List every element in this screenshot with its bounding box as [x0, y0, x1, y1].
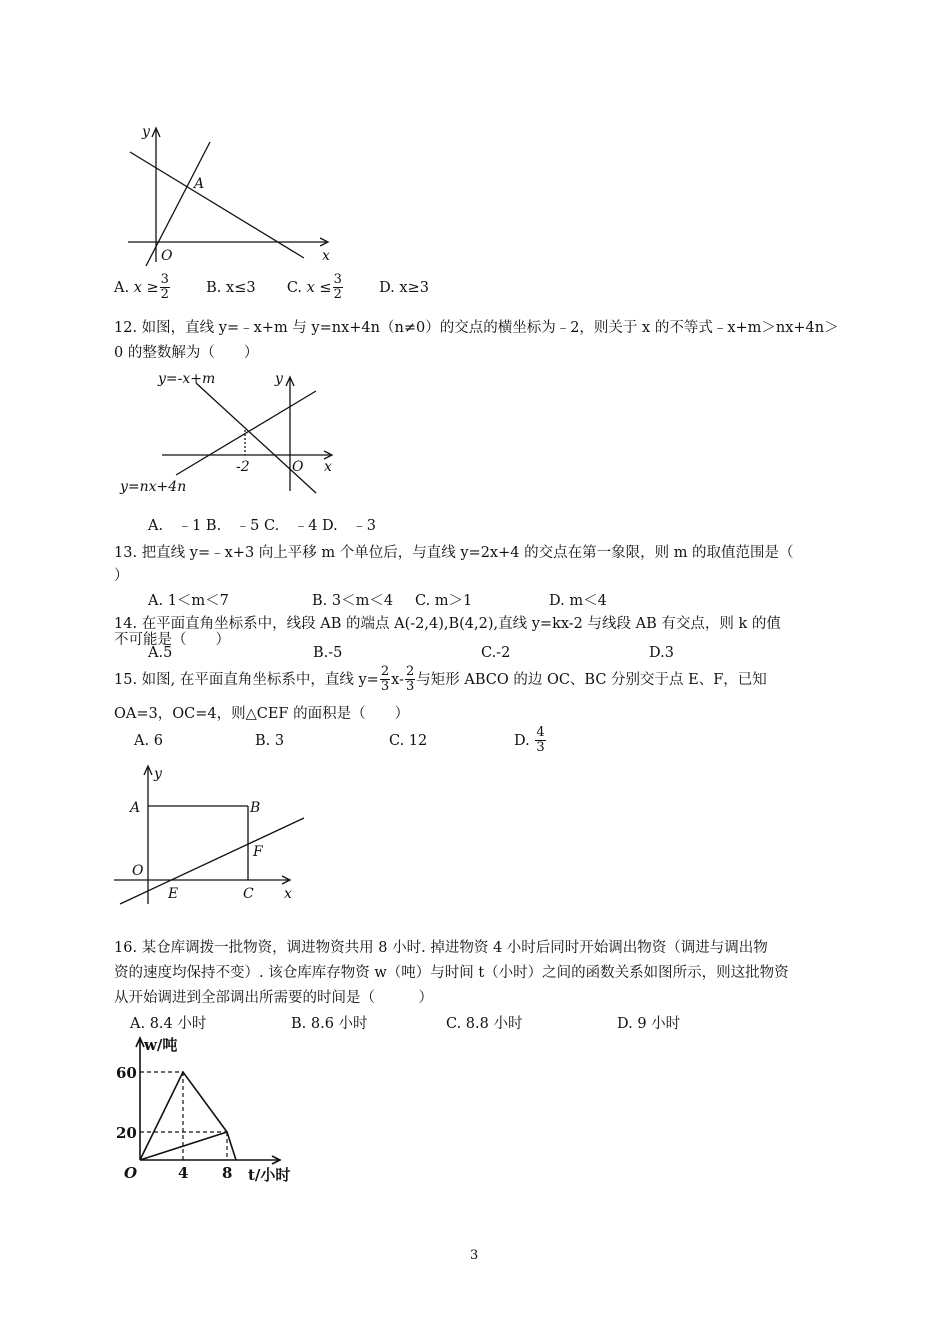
q15-option-c: C. 12 [389, 733, 428, 749]
tick-neg2: -2 [236, 459, 250, 475]
q11-a-prefix: A. [114, 279, 130, 296]
q12-text-line2: 0 的整数解为（ ） [114, 345, 259, 361]
q11-c-fraction: $\frac{3}{2}$ [333, 272, 342, 303]
q11-options [114, 273, 429, 303]
q15-option-d [514, 726, 547, 756]
q16-option-d: D. 9 小时 [617, 1016, 681, 1032]
q15-pre: 15. 如图, 在平面直角坐标系中，直线 y= [114, 671, 379, 688]
q11-b: B. x≤3 [206, 279, 256, 296]
q11-c-prefix: C. [286, 279, 302, 296]
point-c-label: C [243, 886, 254, 902]
page-number: 3 [470, 1248, 479, 1263]
x-axis-label: t/小时 [248, 1166, 291, 1184]
tick-20: 20 [116, 1124, 137, 1142]
q14-text-line1: 14. 在平面直角坐标系中，线段 AB 的端点 A(-2,4),B(4,2),直线 y=kx-2 与线段 AB 有交点，则 k 的值 [114, 616, 781, 632]
q15-d-fraction: $\frac{4}{3}$ [536, 725, 545, 756]
y-label: y [142, 124, 150, 140]
q15-frac1: $\frac{2}{3}$ [380, 664, 390, 695]
q11-figure [120, 120, 340, 270]
q14-text-line2: 不可能是（ ） [114, 632, 230, 648]
line-y-neg-x-plus-m [196, 383, 316, 493]
q13-option-c: C. m＞1 [415, 593, 473, 609]
q15-text-line2: OA=3，OC=4，则△CEF 的面积是（ ） [114, 706, 410, 722]
q11-a-var: x [133, 279, 142, 296]
q11-a-fraction: $\frac{3}{2}$ [160, 272, 169, 303]
q14-option-d: D.3 [649, 645, 674, 661]
q13-text-line1: 13. 把直线 y=﹣x+3 向上平移 m 个单位后，与直线 y=2x+4 的交点在第一象限，则 m 的取值范围是（ [114, 545, 794, 561]
x-label: x [284, 886, 292, 902]
q16-option-c: C. 8.8 小时 [446, 1016, 523, 1032]
q12-figure [120, 365, 350, 500]
q15-d-prefix: D. [514, 732, 530, 749]
q12-options: A. ﹣1 B. ﹣5 C. ﹣4 D. ﹣3 [148, 518, 376, 534]
point-a-label: A [130, 800, 141, 816]
q14-option-a: A.5 [148, 645, 173, 661]
origin-label: O [292, 459, 304, 475]
origin-label: O [132, 863, 144, 879]
tick-60: 60 [116, 1064, 137, 1082]
q11-c-symbol: ≤ [319, 279, 332, 296]
y-axis-label: w/吨 [144, 1036, 178, 1054]
q13-option-a: A. 1＜m＜7 [148, 593, 229, 609]
q13-option-d: D. m＜4 [549, 593, 607, 609]
q15-text-line1 [114, 665, 767, 695]
tick-4: 4 [178, 1164, 189, 1182]
q13-option-b: B. 3＜m＜4 [312, 593, 394, 609]
q11-a-symbol: ≥ [146, 279, 159, 296]
q15-option-b: B. 3 [255, 733, 285, 749]
q15-option-a: A. 6 [134, 733, 163, 749]
q16-text-line1: 16. 某仓库调拨一批物资，调进物资共用 8 小时. 掉进物资 4 小时后同时开始调出物资（调进与调出物 [114, 940, 768, 956]
q15-frac2: $\frac{2}{3}$ [405, 664, 415, 695]
q16-text-line3: 从开始调进到全部调出所需要的时间是（ ） [114, 990, 433, 1006]
inventory-graph [140, 1072, 236, 1160]
y-label: y [275, 371, 283, 387]
point-e-label: E [168, 886, 179, 902]
x-label: x [324, 459, 332, 475]
x-label: x [322, 248, 330, 264]
point-b-label: B [250, 800, 261, 816]
point-a-label: A [194, 176, 205, 192]
q11-c-var: x [306, 279, 315, 296]
q15-figure [110, 760, 310, 910]
origin-label: O [161, 248, 173, 264]
label-line1: y=-x+m [158, 371, 216, 387]
q16-figure [110, 1034, 320, 1184]
q15-post: 与矩形 ABCO 的边 OC、BC 分别交于点 E、F，已知 [416, 671, 767, 688]
tick-8: 8 [222, 1164, 233, 1182]
q13-text-line2: ） [114, 568, 129, 584]
q16-text-line2: 资的速度均保持不变）. 该仓库库存物资 w（吨）与时间 t（小时）之间的函数关系如图所示，则这批物资 [114, 965, 789, 981]
origin-label: O [124, 1164, 138, 1182]
q14-option-c: C.-2 [481, 645, 511, 661]
q12-text-line1: 12. 如图，直线 y=﹣x+m 与 y=nx+4n（n≠0）的交点的横坐标为﹣2，则关于 x 的不等式﹣x+m＞nx+4n＞ [114, 320, 839, 336]
y-label: y [154, 766, 162, 782]
q11-d: D. x≥3 [379, 279, 429, 296]
q16-option-b: B. 8.6 小时 [291, 1016, 368, 1032]
label-line2: y=nx+4n [120, 479, 187, 495]
q15-mid: x- [391, 671, 404, 688]
q14-option-b: B.-5 [313, 645, 343, 661]
point-f-label: F [253, 844, 263, 860]
q16-option-a: A. 8.4 小时 [130, 1016, 207, 1032]
